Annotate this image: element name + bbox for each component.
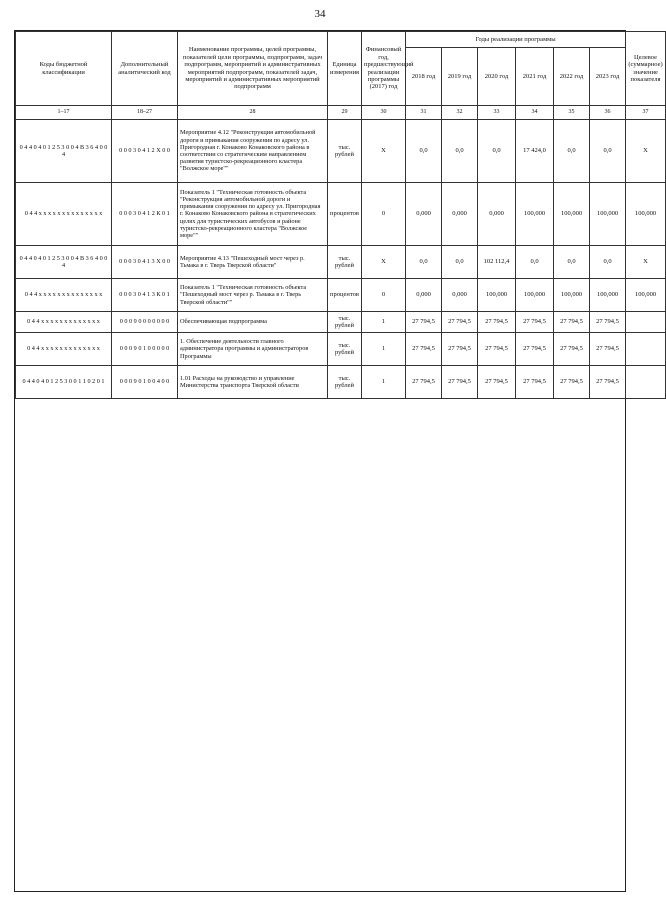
program-indicators-table: [15, 31, 666, 399]
row-y2020: 27 794,5: [478, 366, 516, 399]
col-number: 29: [328, 106, 362, 120]
row-name: Обеспечивающая подпрограмма: [178, 312, 328, 333]
col-numbers-codes: 1–17: [16, 106, 112, 120]
header-year: 2019 год: [442, 48, 478, 106]
row-y2022: 27 794,5: [554, 333, 590, 366]
row-y2018: 27 794,5: [406, 366, 442, 399]
row-y2023: 27 794,5: [590, 333, 626, 366]
header-year: 2018 год: [406, 48, 442, 106]
col-number: 35: [554, 106, 590, 120]
col-numbers-extra: 18–27: [112, 106, 178, 120]
extra-code: 0 0 0 3 0 4 1 3 Х 0 0: [112, 246, 178, 279]
row-y2018: 0,000: [406, 183, 442, 246]
row-name: Показатель 1 "Техническая готовность объекта "Пешеходный мост через р. Тьмака в г. Тверь Тверской области"": [178, 279, 328, 312]
header-years-group: Годы реализации программы: [406, 32, 626, 48]
extra-code: 0 0 0 3 0 4 1 2 К 0 1: [112, 183, 178, 246]
row-y2019: 0,0: [442, 246, 478, 279]
row-y2021: 27 794,5: [516, 333, 554, 366]
row-y2021: 27 794,5: [516, 312, 554, 333]
row-y2021: 100,000: [516, 279, 554, 312]
row-y2020: 0,000: [478, 183, 516, 246]
row-base: 0: [362, 183, 406, 246]
table-row: [16, 120, 666, 183]
row-unit: процентов: [328, 183, 362, 246]
row-name: Мероприятие 4.12 "Реконструкция автомобильной дороги и примыкания сооружения по адресу ул. Пригородная г. Конаково Конаковского района в соответствии со стратегическим направлением развития туристско-рекреационного кластера "Волжское море"": [178, 120, 328, 183]
table-row: [16, 183, 666, 246]
row-final: Х: [626, 120, 666, 183]
row-y2019: 0,000: [442, 279, 478, 312]
header-year: 2020 год: [478, 48, 516, 106]
row-unit: тыс. рублей: [328, 333, 362, 366]
row-base: 1: [362, 312, 406, 333]
row-y2020: 100,000: [478, 279, 516, 312]
row-final: [626, 366, 666, 399]
row-final: [626, 312, 666, 333]
header-year: 2021 год: [516, 48, 554, 106]
col-number: 28: [178, 106, 328, 120]
table-row: [16, 366, 666, 399]
row-base: Х: [362, 246, 406, 279]
table-body: [16, 120, 666, 399]
col-number: 32: [442, 106, 478, 120]
col-number: 33: [478, 106, 516, 120]
budget-code: 0 4 4 0 4 0 1 2 5 3 0 0 4 В 3 6 4 0 0 4: [16, 120, 112, 183]
row-y2023: 0,0: [590, 120, 626, 183]
row-y2022: 100,000: [554, 183, 590, 246]
row-y2021: 0,0: [516, 246, 554, 279]
row-y2020: 27 794,5: [478, 312, 516, 333]
row-final: [626, 333, 666, 366]
row-y2018: 0,0: [406, 246, 442, 279]
header-year: 2023 год: [590, 48, 626, 106]
row-base: 1: [362, 366, 406, 399]
row-y2021: 17 424,0: [516, 120, 554, 183]
row-y2023: 27 794,5: [590, 366, 626, 399]
col-number: 31: [406, 106, 442, 120]
budget-code: 0 4 4 х х х х х х х х х х х х х х: [16, 279, 112, 312]
row-final: Х: [626, 246, 666, 279]
extra-code: 0 0 0 3 0 4 1 2 Х 0 0: [112, 120, 178, 183]
extra-code: 0 0 0 9 0 1 0 0 0 0 0: [112, 333, 178, 366]
row-y2022: 0,0: [554, 246, 590, 279]
extra-code: 0 0 0 3 0 4 1 3 К 0 1: [112, 279, 178, 312]
row-y2022: 0,0: [554, 120, 590, 183]
header-year: 2022 год: [554, 48, 590, 106]
row-name: Мероприятие 4.13 "Пешеходный мост через р. Тьмака в г. Тверь Тверской области": [178, 246, 328, 279]
row-y2020: 102 112,4: [478, 246, 516, 279]
header-code-group: Коды бюджетной классификации: [16, 32, 112, 106]
row-y2021: 27 794,5: [516, 366, 554, 399]
row-y2018: 27 794,5: [406, 312, 442, 333]
row-y2022: 27 794,5: [554, 366, 590, 399]
row-y2019: 27 794,5: [442, 366, 478, 399]
row-final: 100,000: [626, 183, 666, 246]
program-table-sheet: [14, 30, 663, 892]
row-y2022: 27 794,5: [554, 312, 590, 333]
row-unit: тыс. рублей: [328, 366, 362, 399]
row-unit: тыс. рублей: [328, 120, 362, 183]
header-extra-group: Дополнительный аналитический код: [112, 32, 178, 106]
row-name: Показатель 1 "Техническая готовность объекта "Реконструкция автомобильной дороги и примыкания сооружения по адресу ул. Пригородная г. Конаково Конаковского района в стратегических целях для туристических автобусов и районе туристско-рекреационного кластера "Волжское море"": [178, 183, 328, 246]
header-final-col: Целевое (суммарное) значение показателя: [626, 32, 666, 106]
header-name-col: Наименование программы, целей программы, показателей цели программы, подпрограмм, задач подпрограмм, мероприятий и административных мероприятий подпрограмм, показателей задач, мероприятий и административных мероприятий подпрограмм: [178, 32, 328, 106]
row-unit: тыс. рублей: [328, 246, 362, 279]
row-y2020: 27 794,5: [478, 333, 516, 366]
col-number: 37: [626, 106, 666, 120]
row-y2023: 100,000: [590, 183, 626, 246]
table-row: [16, 312, 666, 333]
row-y2018: 0,000: [406, 279, 442, 312]
row-y2023: 100,000: [590, 279, 626, 312]
budget-code: 0 4 4 х х х х х х х х х х х х х: [16, 312, 112, 333]
row-y2019: 0,0: [442, 120, 478, 183]
row-base: Х: [362, 120, 406, 183]
row-y2019: 27 794,5: [442, 312, 478, 333]
header-unit-col: Единица измерения: [328, 32, 362, 106]
row-y2021: 100,000: [516, 183, 554, 246]
row-y2018: 27 794,5: [406, 333, 442, 366]
table-row: [16, 333, 666, 366]
header-base-col: Финансовый год, предшествующий реализации программы (2017) год: [362, 32, 406, 106]
page-number: 34: [314, 8, 326, 20]
col-number: 36: [590, 106, 626, 120]
budget-code: 0 4 4 0 4 0 1 2 5 3 0 0 4 В 3 6 4 0 0 4: [16, 246, 112, 279]
row-y2019: 0,000: [442, 183, 478, 246]
column-number-row: [16, 106, 666, 120]
col-number: 30: [362, 106, 406, 120]
table-row: [16, 246, 666, 279]
extra-code: 0 0 0 9 0 0 0 0 0 0 0: [112, 312, 178, 333]
row-base: 1: [362, 333, 406, 366]
col-number: 34: [516, 106, 554, 120]
row-final: 100,000: [626, 279, 666, 312]
row-name: 1.01 Расходы на руководство и управление Министерства транспорта Тверской области: [178, 366, 328, 399]
budget-code: 0 4 4 0 4 0 1 2 5 3 0 0 1 1 0 2 0 1: [16, 366, 112, 399]
row-y2019: 27 794,5: [442, 333, 478, 366]
extra-code: 0 0 0 9 0 1 0 0 4 0 0: [112, 366, 178, 399]
row-unit: тыс. рублей: [328, 312, 362, 333]
row-y2023: 27 794,5: [590, 312, 626, 333]
row-name: 1. Обеспечение деятельности главного администратора программы и администраторов Программы: [178, 333, 328, 366]
table-row: [16, 279, 666, 312]
row-y2020: 0,0: [478, 120, 516, 183]
row-y2018: 0,0: [406, 120, 442, 183]
row-base: 0: [362, 279, 406, 312]
row-y2022: 100,000: [554, 279, 590, 312]
row-y2023: 0,0: [590, 246, 626, 279]
budget-code: 0 4 4 х х х х х х х х х х х х х: [16, 333, 112, 366]
budget-code: 0 4 4 х х х х х х х х х х х х х х: [16, 183, 112, 246]
row-unit: процентов: [328, 279, 362, 312]
